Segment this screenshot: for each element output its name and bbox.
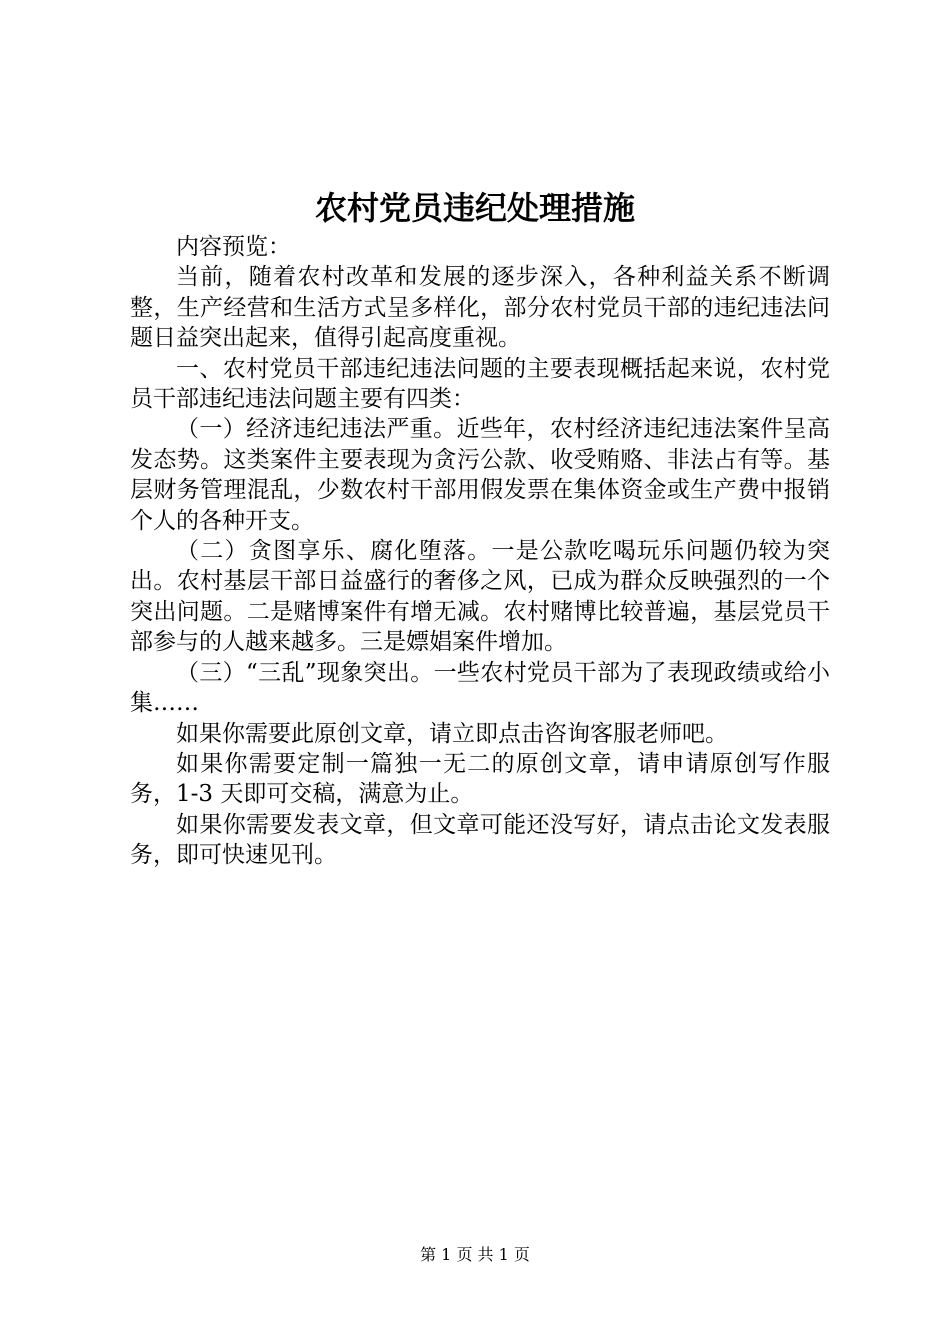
paragraph-section-one: 一、农村党员干部违纪违法问题的主要表现概括起来说，农村党员干部违纪违法问题主要有四类： bbox=[130, 355, 830, 413]
paragraph-item-one: （一）经济违纪违法严重。近些年，农村经济违纪违法案件呈高发态势。这类案件主要表现为贪污公款、收受贿赂、非法占有等。基层财务管理混乱，少数农村干部用假发票在集体资金或生产费中报销个人的各种开支。 bbox=[130, 416, 830, 534]
page-footer: 第 1 页 共 1 页 bbox=[420, 1245, 530, 1264]
paragraph-intro: 当前，随着农村改革和发展的逐步深入，各种利益关系不断调整，生产经营和生活方式呈多样化，部分农村党员干部的违纪违法问题日益突出起来，值得引起高度重视。 bbox=[130, 264, 830, 352]
preview-label: 内容预览： bbox=[176, 234, 291, 260]
consult-service-paragraph: 如果你需要此原创文章，请立即点击咨询客服老师吧。 bbox=[176, 720, 728, 747]
paragraph-item-three: （三）“三乱”现象突出。一些农村党员干部为了表现政绩或给小集…… bbox=[130, 659, 830, 717]
publish-service-paragraph: 如果你需要发表文章，但文章可能还没写好，请点击论文发表服务，即可快速见刊。 bbox=[130, 811, 830, 869]
document-title: 农村党员违纪处理措施 bbox=[314, 189, 635, 227]
custom-writing-paragraph: 如果你需要定制一篇独一无二的原创文章，请申请原创写作服务，1-3 天即可交稿，满意为止。 bbox=[130, 750, 830, 808]
paragraph-item-two: （二）贪图享乐、腐化堕落。一是公款吃喝玩乐问题仍较为突出。农村基层干部日益盛行的奢侈之风，已成为群众反映强烈的一个突出问题。二是赌博案件有增无减。农村赌博比较普遍，基层党员干部参与的人越来越多。三是嫖娼案件增加。 bbox=[130, 538, 830, 656]
document-body bbox=[130, 232, 830, 871]
